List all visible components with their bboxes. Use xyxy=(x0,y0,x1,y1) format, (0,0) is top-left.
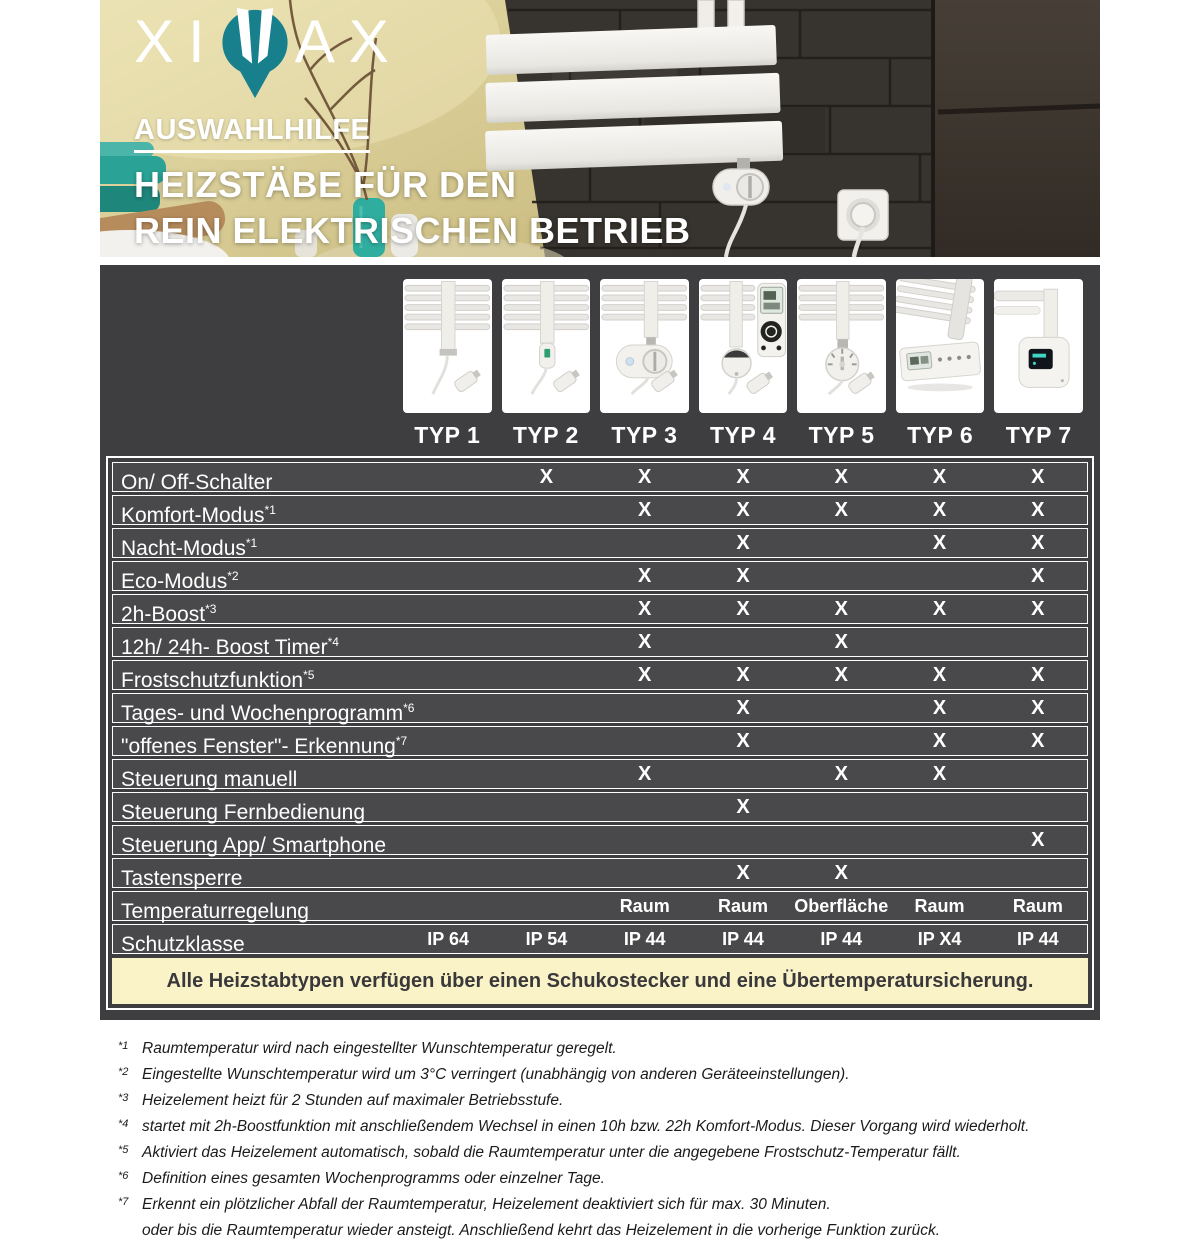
product-row-spacer xyxy=(112,277,398,413)
feature-cell: X xyxy=(638,565,652,587)
feature-cell: X xyxy=(638,466,652,488)
feature-label: Schutzklasse xyxy=(121,933,245,956)
feature-label: Temperaturregelung xyxy=(121,900,309,923)
table-row xyxy=(112,693,1088,723)
footnote xyxy=(118,1140,1100,1166)
footnote-text: Eingestellte Wunschtemperatur wird um 3°C verringert (unabhängig von anderen Geräteeinstellungen). xyxy=(142,1066,850,1083)
feature-cell: X xyxy=(638,631,652,653)
feature-cell-empty xyxy=(694,826,792,860)
feature-cell: X xyxy=(736,664,750,686)
table-row xyxy=(112,660,1088,690)
feature-cell: IP 54 xyxy=(525,929,568,949)
feature-cell: X xyxy=(638,598,652,620)
feature-cell: X xyxy=(1031,730,1045,752)
feature-cell-empty xyxy=(497,760,595,794)
smart-control-box-image xyxy=(994,279,1083,413)
feature-cell-empty xyxy=(497,529,595,563)
feature-cell-empty xyxy=(792,793,890,827)
feature-label: "offenes Fenster"- Erkennung$^{*7}$ xyxy=(121,734,408,758)
feature-cell: IP X4 xyxy=(917,929,962,949)
footnote xyxy=(118,1088,1100,1114)
footnote-marker: *2 xyxy=(118,1066,129,1078)
feature-cell: X xyxy=(834,499,848,521)
feature-cell: X xyxy=(932,697,947,719)
table-row xyxy=(112,462,1088,492)
feature-cell-empty xyxy=(989,760,1087,794)
column-header-typ-4: TYP 4 xyxy=(709,422,776,448)
feature-cell: IP 44 xyxy=(820,929,863,949)
ximax-logo xyxy=(134,8,691,100)
feature-label: Tages- und Wochenprogramm$^{*6}$ xyxy=(121,701,415,725)
footnote xyxy=(118,1192,1100,1218)
round-control-with-remote-image xyxy=(699,279,788,413)
footnote-text: Erkennt ein plötzlicher Abfall der Raumtemperatur, Heizelement deaktiviert sich für max. 30 Minuten. xyxy=(142,1196,831,1213)
feature-cell: IP 44 xyxy=(623,929,666,949)
control-unit-with-dial-image xyxy=(600,279,689,413)
footnote-text: Aktiviert das Heizelement automatisch, sobald die Raumtemperatur unter die angegebene Frostschutz-Temperatur fällt. xyxy=(142,1144,961,1161)
feature-cell: X xyxy=(1031,829,1045,851)
product-image-typ-6 xyxy=(896,279,985,413)
product-image-typ-2 xyxy=(502,279,591,413)
feature-cell: X xyxy=(834,862,848,884)
hero-text xyxy=(134,8,691,254)
feature-cell: X xyxy=(932,499,947,521)
feature-cell: X xyxy=(834,763,848,785)
column-header-row xyxy=(112,413,1088,454)
feature-label: 12h/ 24h- Boost Timer$^{*4}$ xyxy=(121,635,339,659)
footnote xyxy=(118,1218,1100,1244)
feature-cell-empty xyxy=(694,628,792,662)
feature-cell: X xyxy=(1031,598,1045,620)
feature-cell: X xyxy=(736,499,750,521)
table-row xyxy=(112,858,1088,888)
footnote-text: Raumtemperatur wird nach eingestellter Wunschtemperatur geregelt. xyxy=(142,1040,617,1057)
feature-cell: X xyxy=(736,796,750,818)
feature-label: Frostschutzfunktion$^{*5}$ xyxy=(121,668,315,692)
feature-table xyxy=(106,456,1094,1010)
feature-cell-empty xyxy=(399,562,497,596)
feature-cell: X xyxy=(834,664,848,686)
hero-banner xyxy=(100,0,1100,257)
feature-label: Tastensperre xyxy=(121,867,243,890)
feature-cell: X xyxy=(638,499,652,521)
product-image-typ-7 xyxy=(994,279,1083,413)
feature-cell: Raum xyxy=(1012,896,1063,916)
hero-title-line1: HEIZSTÄBE FÜR DEN xyxy=(134,164,517,205)
feature-cell-empty xyxy=(596,694,694,728)
feature-cell-empty xyxy=(596,727,694,761)
footnote-marker: *1 xyxy=(118,1040,129,1052)
heating-rod-with-switch-image xyxy=(502,279,591,413)
feature-cell: X xyxy=(932,730,947,752)
feature-cell: IP 44 xyxy=(1016,929,1059,949)
footnote-marker: *7 xyxy=(118,1196,129,1208)
table-row xyxy=(112,561,1088,591)
feature-cell-empty xyxy=(694,760,792,794)
feature-cell: X xyxy=(1031,697,1045,719)
feature-cell: X xyxy=(1031,466,1045,488)
feature-cell: X xyxy=(834,598,848,620)
feature-cell-empty xyxy=(399,496,497,530)
feature-cell-empty xyxy=(497,727,595,761)
footnote xyxy=(118,1114,1100,1140)
feature-cell: X xyxy=(932,466,947,488)
footnote xyxy=(118,1036,1100,1062)
feature-cell-empty xyxy=(497,892,595,926)
footnote-marker: *3 xyxy=(118,1092,129,1104)
table-row xyxy=(112,792,1088,822)
column-header-typ-2: TYP 2 xyxy=(512,422,579,448)
feature-cell: X xyxy=(736,697,750,719)
feature-cell: X xyxy=(834,631,848,653)
feature-cell: X xyxy=(638,664,652,686)
table-row xyxy=(112,528,1088,558)
feature-cell: Raum xyxy=(717,896,768,916)
feature-cell: X xyxy=(736,862,750,884)
hero-kicker: AUSWAHLHILFE xyxy=(134,114,370,153)
table-row xyxy=(112,825,1088,855)
column-header-typ-5: TYP 5 xyxy=(808,422,875,448)
feature-cell: X xyxy=(1031,532,1045,554)
feature-cell-empty xyxy=(497,628,595,662)
feature-cell-empty xyxy=(399,892,497,926)
feature-cell-empty xyxy=(399,661,497,695)
column-header-typ-6: TYP 6 xyxy=(907,422,974,448)
feature-cell: X xyxy=(736,565,750,587)
footnote-marker: *5 xyxy=(118,1144,129,1156)
feature-cell: X xyxy=(1031,565,1045,587)
footnotes xyxy=(118,1036,1100,1244)
feature-cell-empty xyxy=(792,727,890,761)
feature-cell-empty xyxy=(399,463,497,497)
feature-cell-empty xyxy=(399,727,497,761)
thermostat-knob-image xyxy=(797,279,886,413)
footnote-text: oder bis die Raumtemperatur wieder ansteigt. Anschließend kehrt das Heizelement in die vorherige Funktion zurück. xyxy=(142,1222,941,1239)
feature-cell-empty xyxy=(497,694,595,728)
feature-cell-empty xyxy=(596,529,694,563)
product-image-typ-1 xyxy=(403,279,492,413)
feature-cell-empty xyxy=(792,694,890,728)
table-row xyxy=(112,924,1088,954)
table-row xyxy=(112,495,1088,525)
feature-cell-empty xyxy=(989,859,1087,893)
feature-cell: IP 44 xyxy=(722,929,764,949)
feature-cell-empty xyxy=(399,595,497,629)
feature-cell-empty xyxy=(890,793,988,827)
feature-cell: X xyxy=(736,730,750,752)
feature-label: On/ Off-Schalter xyxy=(121,471,273,494)
table-row xyxy=(112,726,1088,756)
column-header-typ-1: TYP 1 xyxy=(414,422,481,448)
feature-cell: X xyxy=(539,466,554,488)
integrated-control-panel-image xyxy=(896,279,985,413)
feature-cell-empty xyxy=(497,595,595,629)
product-images-row xyxy=(112,277,1088,413)
footnote-text: Definition eines gesamten Wochenprogramms oder einzelner Tage. xyxy=(142,1170,605,1187)
feature-cell-empty xyxy=(792,562,890,596)
column-header-typ-3: TYP 3 xyxy=(611,422,678,448)
feature-cell: Raum xyxy=(914,896,965,916)
feature-cell: Oberfläche xyxy=(794,896,889,916)
feature-cell: X xyxy=(932,763,947,785)
note-banner: Alle Heizstabtypen verfügen über einen Schukostecker und eine Übertemperatursicherung. xyxy=(112,958,1088,1004)
feature-cell-empty xyxy=(596,859,694,893)
hero-title-line2: REIN ELEKTRISCHEN BETRIEB xyxy=(134,210,691,251)
feature-cell: X xyxy=(1031,499,1045,521)
feature-cell-empty xyxy=(497,562,595,596)
feature-cell-empty xyxy=(399,628,497,662)
feature-rows xyxy=(112,462,1088,954)
footnote-marker: *6 xyxy=(118,1170,129,1182)
page xyxy=(100,0,1100,1244)
logo-suffix: AX xyxy=(294,8,403,75)
feature-label: Nacht-Modus$^{*1}$ xyxy=(121,536,258,560)
table-row xyxy=(112,891,1088,921)
feature-cell: X xyxy=(834,466,848,488)
feature-cell-empty xyxy=(399,529,497,563)
feature-cell: X xyxy=(736,466,750,488)
feature-cell: X xyxy=(1031,664,1045,686)
feature-cell-empty xyxy=(399,760,497,794)
feature-cell-empty xyxy=(399,859,497,893)
feature-cell: X xyxy=(638,763,652,785)
feature-cell-empty xyxy=(890,628,988,662)
product-image-typ-3 xyxy=(600,279,689,413)
product-image-typ-5 xyxy=(797,279,886,413)
column-header-typ-7: TYP 7 xyxy=(1005,422,1072,448)
feature-cell-empty xyxy=(497,661,595,695)
feature-cell: Raum xyxy=(619,896,670,916)
logo-prefix: XI xyxy=(134,8,219,75)
footnote xyxy=(118,1062,1100,1088)
feature-cell: IP 64 xyxy=(427,929,469,949)
feature-cell-empty xyxy=(989,628,1087,662)
table-row xyxy=(112,759,1088,789)
feature-cell-empty xyxy=(596,826,694,860)
feature-cell-empty xyxy=(399,694,497,728)
footnote-text: startet mit 2h-Boostfunktion mit anschließendem Wechsel in einen 10h bzw. 22h Komfort-Modus. Dieser Vorgang wird wiederholt. xyxy=(142,1118,1030,1135)
feature-cell: X xyxy=(932,664,947,686)
feature-cell-empty xyxy=(596,793,694,827)
feature-cell: X xyxy=(736,598,750,620)
footnote-text: Heizelement heizt für 2 Stunden auf maximaler Betriebsstufe. xyxy=(142,1092,564,1109)
feature-cell-empty xyxy=(890,826,988,860)
feature-label: 2h-Boost$^{*3}$ xyxy=(121,602,217,626)
feature-cell: X xyxy=(736,532,750,554)
feature-label: Eco-Modus$^{*2}$ xyxy=(121,569,239,593)
feature-cell-empty xyxy=(792,826,890,860)
comparison-table xyxy=(100,265,1100,1020)
feature-cell-empty xyxy=(497,793,595,827)
feature-cell-empty xyxy=(792,529,890,563)
feature-cell-empty xyxy=(989,793,1087,827)
table-row xyxy=(112,594,1088,624)
feature-cell-empty xyxy=(497,859,595,893)
feature-cell-empty xyxy=(399,793,497,827)
feature-label: Steuerung Fernbedienung xyxy=(121,801,366,824)
feature-cell-empty xyxy=(497,496,595,530)
footnote-marker: *4 xyxy=(118,1118,129,1130)
heating-rod-plain-image xyxy=(403,279,492,413)
hero-title xyxy=(134,162,691,254)
feature-label: Steuerung App/ Smartphone xyxy=(121,834,387,857)
feature-cell-empty xyxy=(497,826,595,860)
ximax-logo-icon xyxy=(219,8,291,100)
feature-label: Komfort-Modus$^{*1}$ xyxy=(121,503,276,527)
table-row xyxy=(112,627,1088,657)
feature-cell-empty xyxy=(890,859,988,893)
footnote xyxy=(118,1166,1100,1192)
feature-cell: X xyxy=(932,532,947,554)
feature-cell-empty xyxy=(890,562,988,596)
feature-label: Steuerung manuell xyxy=(121,768,298,791)
header-row-spacer xyxy=(112,413,398,454)
product-image-typ-4 xyxy=(699,279,788,413)
feature-cell: X xyxy=(932,598,947,620)
feature-cell-empty xyxy=(399,826,497,860)
